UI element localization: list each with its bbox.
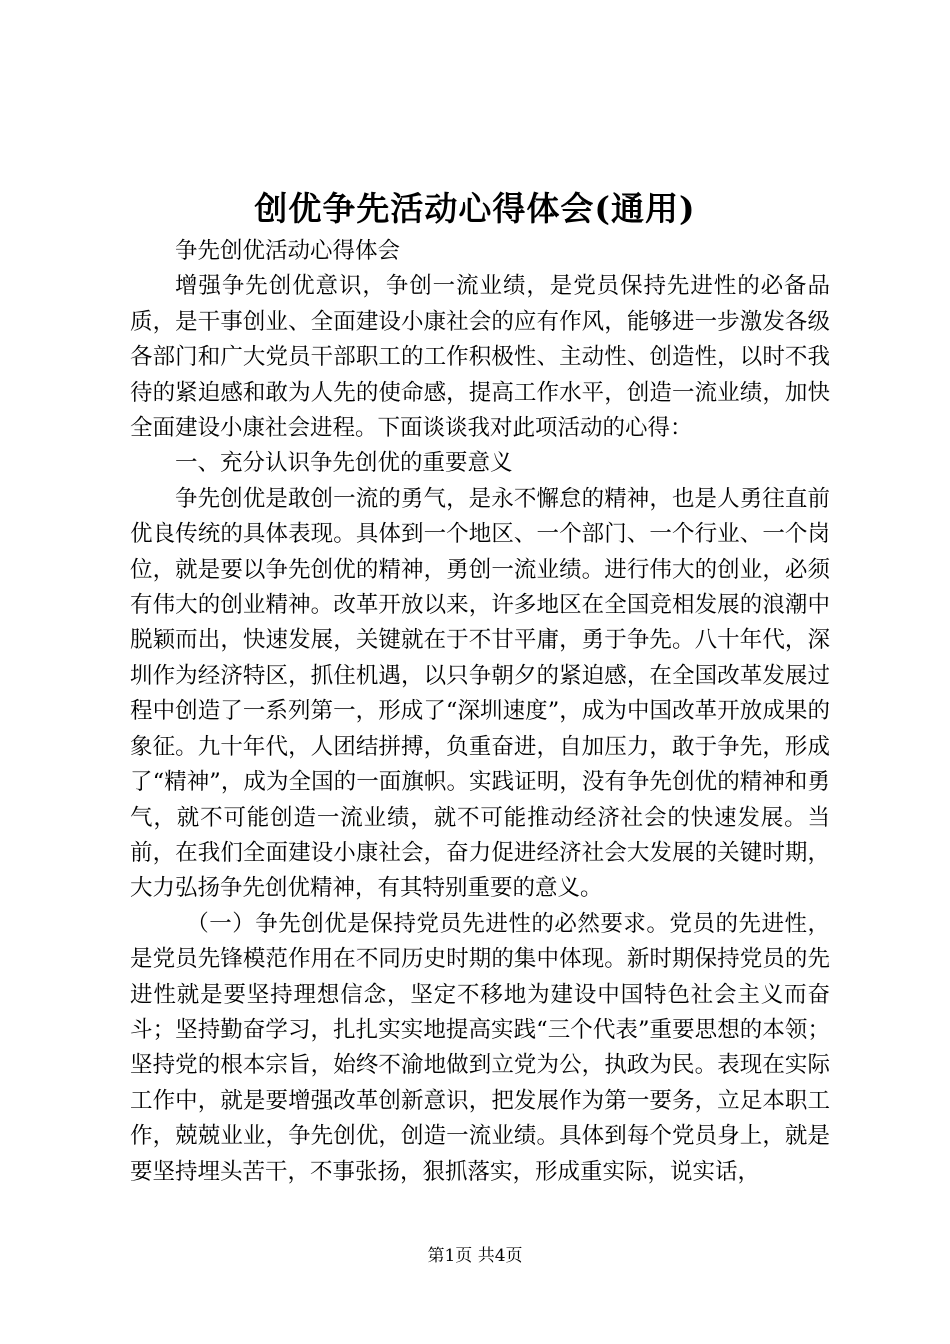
paragraph-intro: 增强争先创优意识，争创一流业绩，是党员保持先进性的必备品质，是干事创业、全面建设小康社会的应有作风，能够进一步激发各级各部门和广大党员干部职工的工作积极性、主动性、创造性，以时不我待的紧迫感和敢为人先的使命感，提高工作水平，创造一流业绩，加快全面建设小康社会进程。下面谈谈我对此项活动的心得： [130, 273, 830, 442]
document-body [130, 234, 830, 1190]
paragraph-subsection-1: （一）争先创优是保持党员先进性的必然要求。党员的先进性，是党员先锋模范作用在不同历史时期的集中体现。新时期保持党员的先进性就是要坚持理想信念，坚定不移地为建设中国特色社会主义而奋斗；坚持勤奋学习，扎扎实实地提高实践“三个代表”重要思想的本领；坚持党的根本宗旨，始终不渝地做到立党为公，执政为民。表现在实际工作中，就是要增强改革创新意识，把发展作为第一要务，立足本职工作，兢兢业业，争先创优，创造一流业绩。具体到每个党员身上，就是要坚持埋头苦干，不事张扬，狠抓落实，形成重实际，说实话， [130, 910, 830, 1185]
document-title: 创优争先活动心得体会(通用) [254, 189, 696, 228]
document-subtitle: 争先创优活动心得体会 [175, 238, 401, 264]
section-heading: 一、充分认识争先创优的重要意义 [175, 450, 513, 477]
paragraph-significance: 争先创优是敢创一流的勇气，是永不懈怠的精神，也是人勇往直前优良传统的具体表现。具体到一个地区、一个部门、一个行业、一个岗位，就是要以争先创优的精神，勇创一流业绩。进行伟大的创业，必须有伟大的创业精神。改革开放以来，许多地区在全国竞相发展的浪潮中脱颖而出，快速发展，关键就在于不甘平庸，勇于争先。八十年代，深圳作为经济特区，抓住机遇，以只争朝夕的紧迫感，在全国改革发展过程中创造了一系列第一，形成了“深圳速度”，成为中国改革开放成果的象征。九十年代，人团结拼搏，负重奋进，自加压力，敢于争先，形成了“精神”，成为全国的一面旗帜。实践证明，没有争先创优的精神和勇气，就不可能创造一流业绩，就不可能推动经济社会的快速发展。当前，在我们全面建设小康社会，奋力促进经济社会大发展的关键时期，大力弘扬争先创优精神，有其特别重要的意义。 [130, 485, 830, 902]
page-number-footer: 第1页 共4页 [427, 1246, 523, 1266]
